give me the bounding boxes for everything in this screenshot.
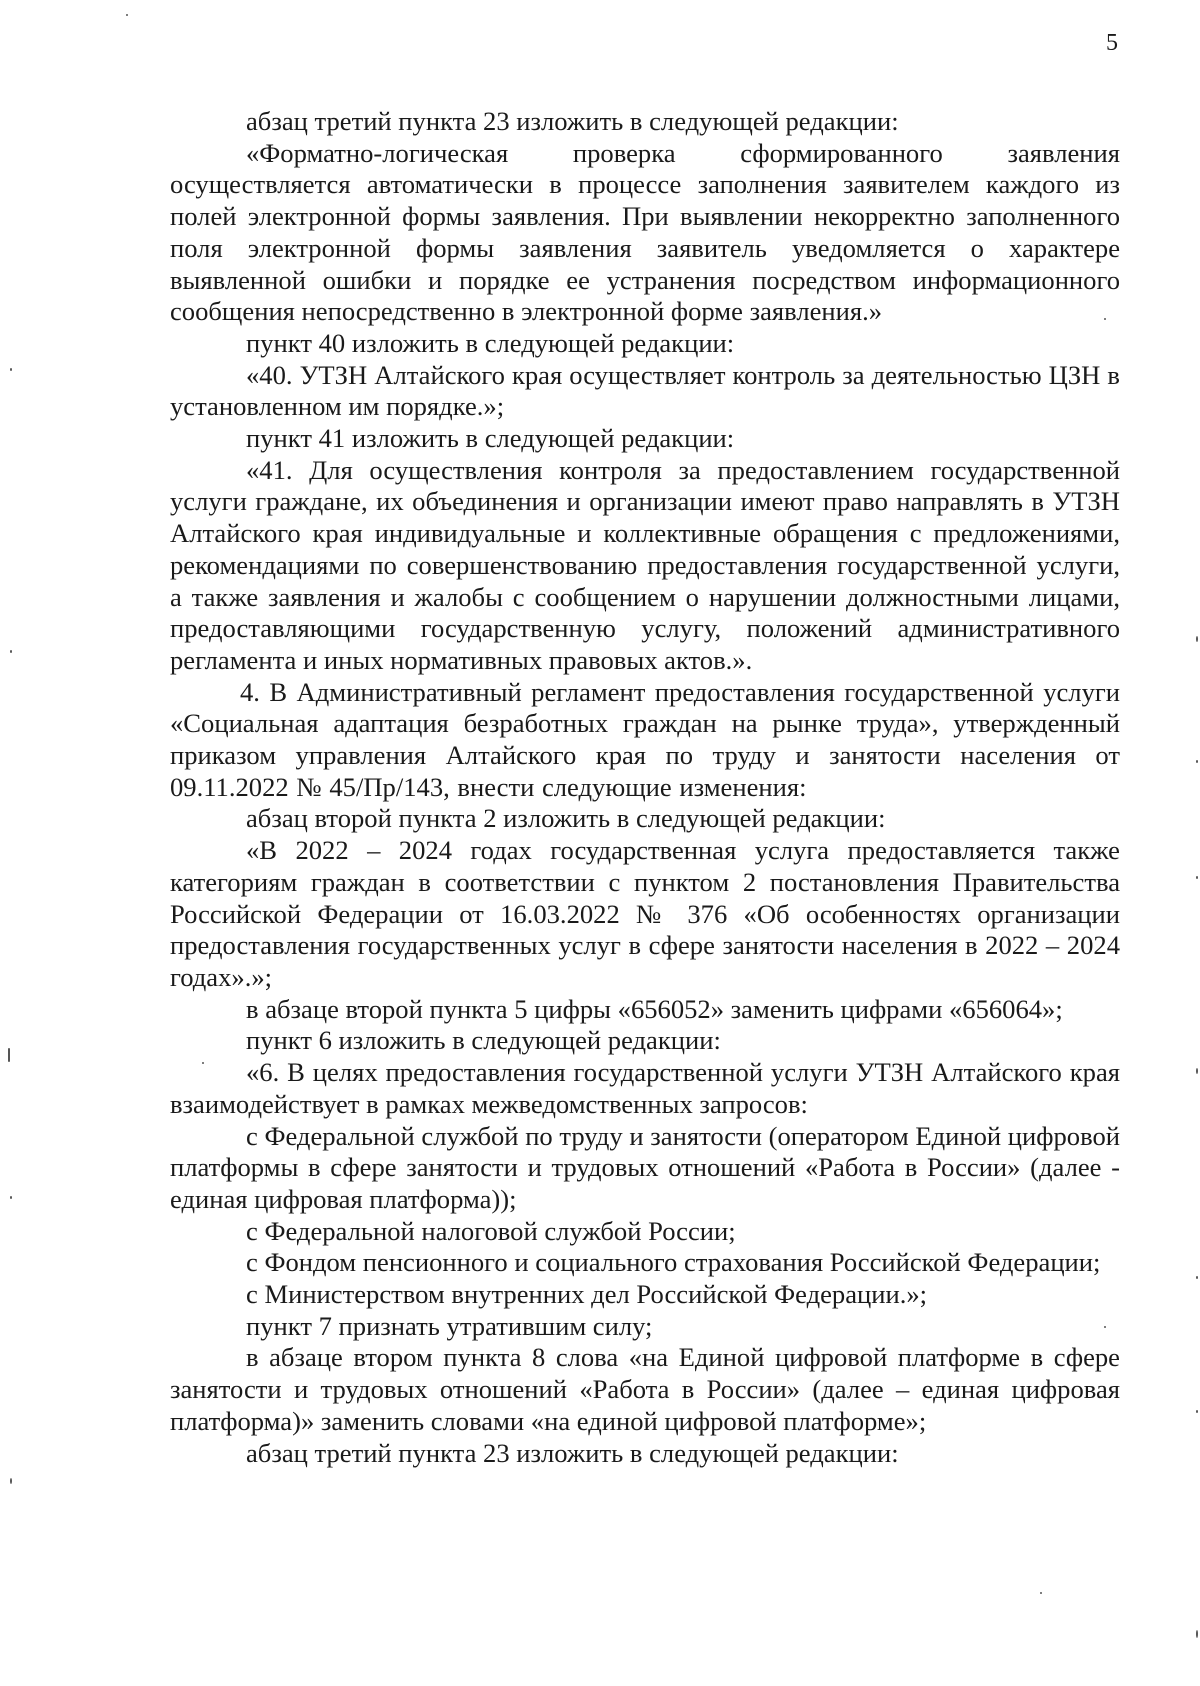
paragraph: в абзаце второй пункта 5 цифры «656052» заменить цифрами «656064»; <box>246 993 1063 1024</box>
paragraph: пункт 41 изложить в следующей редакции: <box>246 423 735 454</box>
paragraph: с Федеральной службой по труду и занятости (оператором Единой цифровой платформы в сфере занятости и трудовых отношений «Работа в России» (далее - единая цифровая платформа)); <box>170 1120 1120 1214</box>
paragraph: абзац второй пункта 2 изложить в следующей редакции: <box>246 803 886 834</box>
paragraph: «Форматно-логическая проверка сформированного заявления осуществляется автоматически в процессе заполнения заявителем каждого из полей электронной формы заявления. При выявлении некорректно заполненного поля электронной формы заявления заявитель уведомляется о характере выявленной ошибки и порядке ее устранения посредством информационного сообщения непосредственно в электронной форме заявления.» <box>170 137 1120 327</box>
scan-speck <box>1104 318 1106 320</box>
scan-speck <box>126 14 128 16</box>
paragraph: пункт 40 изложить в следующей редакции: <box>246 327 735 358</box>
scan-speck <box>1196 876 1198 879</box>
scan-speck <box>1196 1410 1198 1413</box>
paragraph: «41. Для осуществления контроля за предоставлением государственной услуги граждане, их объединения и организации имеют право направлять в УТЗН Алтайского края индивидуальные и коллективные обращения с предложениями, рекомендациями по совершенствованию предоставления государственной услуги, а также заявления и жалобы с сообщением о нарушении должностными лицами, предоставляющими государственную услугу, положений административного регламента и иных нормативных правовых актов.». <box>170 454 1120 675</box>
paragraph: с Фондом пенсионного и социального страхования Российской Федерации; <box>246 1247 1101 1278</box>
scan-speck <box>10 1478 12 1484</box>
scan-speck <box>1104 1326 1106 1328</box>
paragraph: «40. УТЗН Алтайского края осуществляет контроль за деятельностью ЦЗН в установленном им порядке.»; <box>170 359 1120 422</box>
scan-speck <box>1040 1592 1042 1594</box>
scan-speck <box>1196 1630 1198 1638</box>
paragraph: «В 2022 – 2024 годах государственная услуга предоставляется также категориям граждан в соответствии с пунктом 2 постановления Правительства Российской Федерации от 16.03.2022 № 376 «Об особенностях организации предоставления государственных услуг в сфере занятости населения в 2022 – 2024 годах».»; <box>170 835 1120 992</box>
scan-speck <box>10 368 12 371</box>
scan-speck <box>1196 760 1198 763</box>
scan-speck <box>10 1196 12 1199</box>
paragraph: абзац третий пункта 23 изложить в следующей редакции: <box>246 106 899 136</box>
page-number: 5 <box>1106 30 1118 56</box>
scan-speck <box>1196 1276 1198 1279</box>
scan-speck <box>10 650 12 653</box>
paragraph: с Федеральной налоговой службой России; <box>246 1215 736 1246</box>
document-body <box>170 106 1120 1469</box>
paragraph: в абзаце втором пункта 8 слова «на Единой цифровой платформе в сфере занятости и трудовых отношений «Работа в России» (далее – единая цифровая платформа)» заменить словами «на единой цифровой платформе»; <box>170 1342 1120 1436</box>
scan-speck <box>1196 636 1198 642</box>
paragraph: «6. В целях предоставления государственной услуги УТЗН Алтайского края взаимодействует в рамках межведомственных запросов: <box>170 1057 1120 1119</box>
paragraph: пункт 7 признать утратившим силу; <box>246 1310 653 1341</box>
scan-speck <box>202 1062 204 1064</box>
numbered-paragraph: 4. В Административный регламент предоставления государственной услуги «Социальная адаптация безработных граждан на рынке труда», утвержденный приказом управления Алтайского края по труду и занятости населения от 09.11.2022 № 45/Пр/143, внести следующие изменения: <box>170 676 1120 802</box>
paragraph: с Министерством внутренних дел Российской Федерации.»; <box>246 1279 928 1310</box>
scan-speck <box>1196 1068 1198 1074</box>
paragraph: пункт 6 изложить в следующей редакции: <box>246 1025 721 1056</box>
scan-speck <box>8 1048 10 1062</box>
paragraph: абзац третий пункта 23 изложить в следующей редакции: <box>246 1437 899 1468</box>
